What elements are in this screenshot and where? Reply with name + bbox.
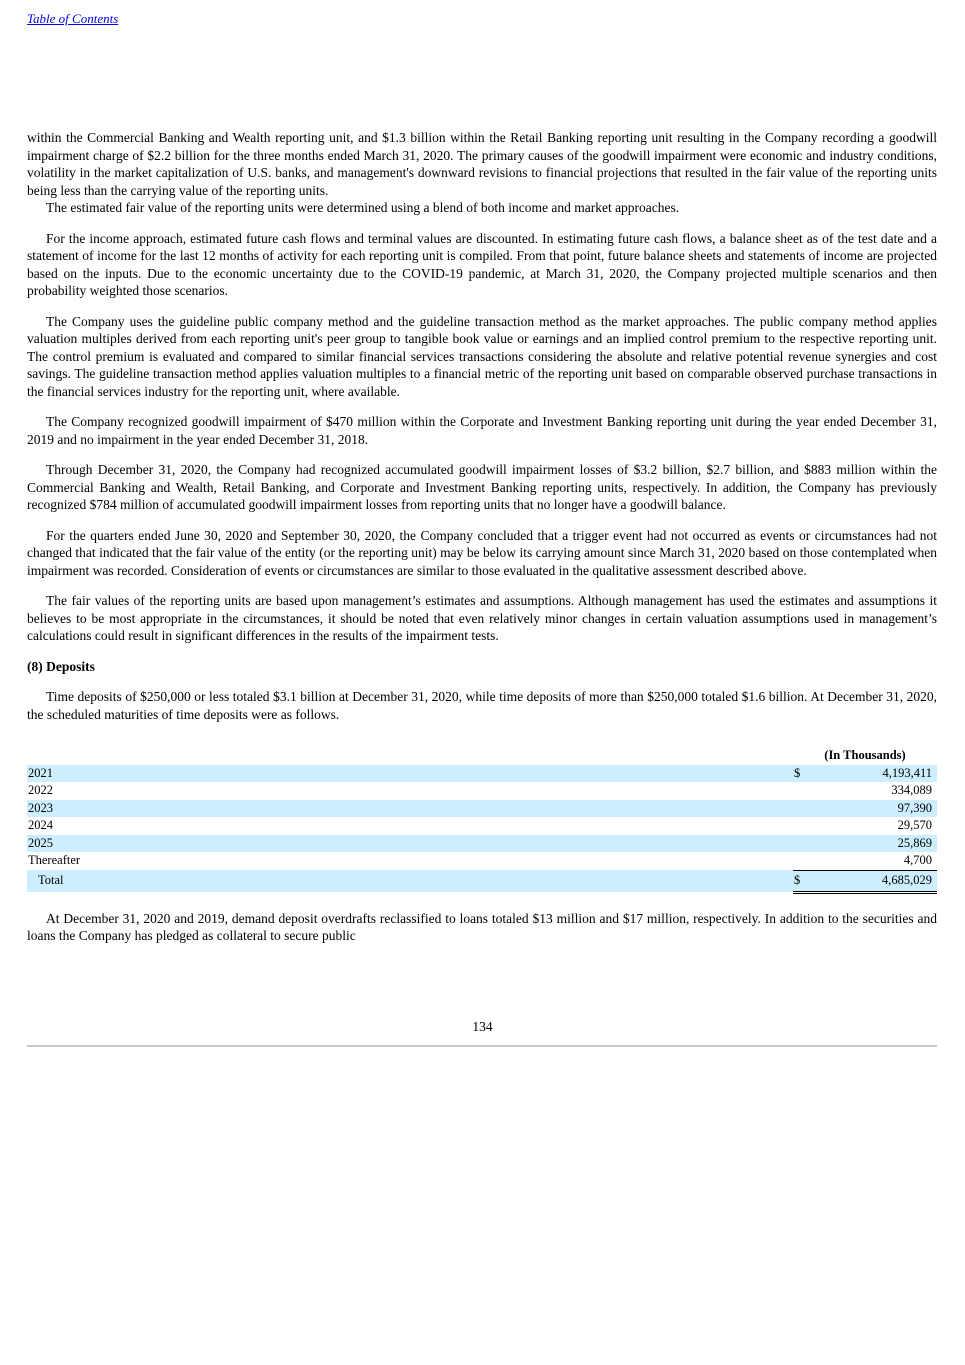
row-label: 2024 <box>28 818 53 832</box>
table-header-row <box>27 747 937 765</box>
table-of-contents-link[interactable]: Table of Contents <box>27 11 119 26</box>
table-row <box>27 782 937 800</box>
paragraph: For the income approach, estimated future cash flows and terminal values are discounted. In estimating future cash flows, a balance sheet as of the test date and a statement of income for the last 12 months of activity for each reporting unit is compiled. From that point, future balance sheets and statements of income are projected based on the inputs. Due to the economic uncertainty due to the COVID-19 pandemic, at March 31, 2020, the Company projected multiple scenarios and then probability weighted those scenarios. <box>27 230 937 298</box>
total-amount: 4,685,029 <box>822 870 937 892</box>
paragraph: At December 31, 2020 and 2019, demand deposit overdrafts reclassified to loans totaled $13 million and $17 million, respectively. In addition to the securities and loans the Company has pledged as collateral to secure public <box>27 910 937 943</box>
total-label: Total <box>27 870 793 892</box>
page-number: 134 <box>472 1019 493 1034</box>
table-total-row <box>27 870 937 892</box>
currency-symbol <box>793 852 822 870</box>
row-label: 2023 <box>27 800 793 818</box>
row-amount: 4,193,411 <box>822 765 937 783</box>
table-row <box>27 800 937 818</box>
currency-symbol: $ <box>793 870 822 892</box>
paragraph: The fair values of the reporting units are based upon management’s estimates and assumptions. Although management has used the estimates and assumptions it believes to be most appropriate in the circumstances, it should be noted that even relatively minor changes in certain valuation assumptions used in management’s calculations could result in significant differences in the results of the impairment tests. <box>27 593 937 643</box>
currency-symbol: $ <box>793 765 822 783</box>
row-label: 2022 <box>28 783 53 797</box>
currency-symbol <box>793 800 822 818</box>
section-heading-deposits: (8) Deposits <box>27 658 95 674</box>
paragraph: The Company uses the guideline public company method and the guideline transaction method as the market approaches. The public company method applies valuation multiples derived from each reporting unit's peer group to tangible book value or earnings and an implied control premium to the respective reporting unit. The control premium is evaluated and compared to similar financial services transactions considering the absolute and relative potential revenue synergies and cost savings. The guideline transaction method applies valuation multiples to a financial metric of the reporting unit based on comparable observed purchase transactions in the financial services industry for the reporting unit, where available. <box>27 313 937 399</box>
paragraph: The estimated fair value of the reporting units were determined using a blend of both income and market approaches. <box>46 200 680 215</box>
paragraph: The Company recognized goodwill impairment of $470 million within the Corporate and Investment Banking reporting unit during the year ended December 31, 2019 and no impairment in the year ended December 31, 2018. <box>27 414 937 447</box>
table-row <box>27 765 937 783</box>
row-amount: 25,869 <box>822 835 937 853</box>
paragraph: within the Commercial Banking and Wealth reporting unit, and $1.3 billion within the Retail Banking reporting unit resulting in the Company recording a goodwill impairment charge of $2.2 billion for the three months ended March 31, 2020. The primary causes of the goodwill impairment were economic and industry conditions, volatility in the market capitalization of U.S. banks, and management's downward revisions to financial projections that resulted in the fair value of the reporting units being less than the carrying value of the reporting units. <box>27 130 937 198</box>
currency-symbol <box>793 817 822 835</box>
currency-symbol <box>793 835 822 853</box>
time-deposit-maturities-table <box>27 747 937 894</box>
row-label: Thereafter <box>28 853 81 868</box>
table-row <box>27 835 937 853</box>
row-amount: 4,700 <box>903 853 932 867</box>
paragraph: Time deposits of $250,000 or less totaled $3.1 billion at December 31, 2020, while time deposits of more than $250,000 totaled $1.6 billion. At December 31, 2020, the scheduled maturities of time deposits were as follows. <box>27 689 937 722</box>
page-divider <box>27 1045 937 1047</box>
table-row <box>27 817 937 835</box>
paragraph: For the quarters ended June 30, 2020 and September 30, 2020, the Company concluded that a trigger event had not occurred as events or circumstances had not changed that indicated that the fair value of the entity (or the reporting unit) may be below its carrying amount since March 31, 2020 based on those contemplated when impairment was recorded. Consideration of events or circumstances are similar to those evaluated in the qualitative assessment described above. <box>27 527 937 578</box>
row-label: 2025 <box>27 835 793 853</box>
page-content <box>27 129 937 945</box>
row-label: 2021 <box>27 765 793 783</box>
currency-symbol <box>793 782 822 800</box>
row-amount: 334,089 <box>891 783 932 797</box>
row-amount: 29,570 <box>897 818 932 832</box>
row-amount: 97,390 <box>822 800 937 818</box>
table-row <box>27 852 937 870</box>
unit-header: (In Thousands) <box>824 748 906 762</box>
paragraph: Through December 31, 2020, the Company had recognized accumulated goodwill impairment losses of $3.2 billion, $2.7 billion, and $883 million within the Commercial Banking and Wealth, Retail Banking, and Corporate and Investment Banking reporting units, respectively. In addition, the Company has previously recognized $784 million of accumulated goodwill impairment losses from reporting units that no longer have a goodwill balance. <box>27 462 937 512</box>
